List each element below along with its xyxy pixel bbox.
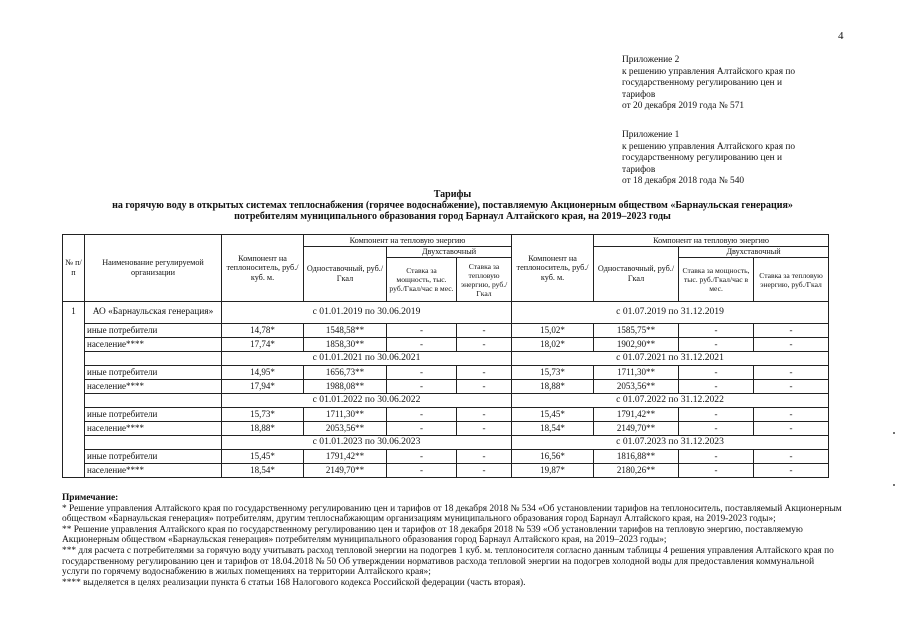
notes-section bbox=[62, 493, 842, 588]
table-row bbox=[63, 464, 829, 478]
consumer-name: иные потребители bbox=[85, 324, 222, 338]
table-row bbox=[63, 366, 829, 380]
carrier-value: 19,87* bbox=[512, 464, 594, 478]
one-part-value: 1858,30** bbox=[304, 338, 387, 352]
header-energy-left: Компонент на тепловую энергию bbox=[304, 235, 512, 247]
table-row bbox=[63, 408, 829, 422]
note-1: * Решение управления Алтайского края по государственному регулированию цен и тарифов от 18 декабря 2018 № 534 «Об установлении тарифов на теплоноситель, поставляемый Акционерным обществом «Барнаульская генерация» потребителям, другим теплоснабжающим организациям муниципального образования город Барнаул Алтайского края, на 2019-2023 годы»; bbox=[62, 503, 842, 525]
period-left: с 01.01.2022 по 30.06.2022 bbox=[222, 394, 512, 408]
capacity-value: - bbox=[679, 338, 754, 352]
tariff-table bbox=[62, 234, 829, 478]
carrier-value: 15,45* bbox=[222, 450, 304, 464]
heat-value: - bbox=[457, 422, 512, 436]
notes-title: Примечание: bbox=[62, 493, 119, 503]
one-part-value: 1548,58** bbox=[304, 324, 387, 338]
carrier-value: 15,73* bbox=[222, 408, 304, 422]
capacity-value: - bbox=[387, 408, 457, 422]
scan-dot bbox=[893, 484, 895, 486]
heat-value: - bbox=[457, 408, 512, 422]
one-part-value: 2149,70** bbox=[594, 422, 679, 436]
one-part-value: 1656,73** bbox=[304, 366, 387, 380]
table-row bbox=[63, 338, 829, 352]
capacity-value: - bbox=[387, 324, 457, 338]
header-two-part-right: Двухставочный bbox=[679, 247, 829, 258]
table-row bbox=[63, 422, 829, 436]
header-energy-right: Компонент на тепловую энергию bbox=[594, 235, 829, 247]
one-part-value: 1585,75** bbox=[594, 324, 679, 338]
carrier-value: 17,74* bbox=[222, 338, 304, 352]
carrier-value: 15,02* bbox=[512, 324, 594, 338]
period-right: с 01.07.2019 по 31.12.2019 bbox=[512, 302, 829, 324]
header-number: № п/п bbox=[63, 235, 85, 302]
scan-dot bbox=[893, 432, 895, 434]
capacity-value: - bbox=[679, 380, 754, 394]
table-row bbox=[63, 380, 829, 394]
one-part-value: 2053,56** bbox=[304, 422, 387, 436]
carrier-value: 17,94* bbox=[222, 380, 304, 394]
carrier-value: 15,73* bbox=[512, 366, 594, 380]
heat-value: - bbox=[457, 380, 512, 394]
header-carrier-right: Компонент на теплоноситель, руб./куб. м. bbox=[512, 235, 594, 302]
heat-value: - bbox=[457, 464, 512, 478]
header-organization: Наименование регулируемой организации bbox=[85, 235, 222, 302]
one-part-value: 2149,70** bbox=[304, 464, 387, 478]
heat-value: - bbox=[754, 338, 829, 352]
consumer-name: население**** bbox=[85, 422, 222, 436]
one-part-value: 1988,08** bbox=[304, 380, 387, 394]
appendix-2-line: от 20 декабря 2019 года № 571 bbox=[622, 101, 745, 112]
header-capacity-right: Ставка за мощность, тыс. руб./Гкал/час в мес. bbox=[679, 258, 754, 302]
consumer-name: иные потребители bbox=[85, 408, 222, 422]
carrier-value: 15,45* bbox=[512, 408, 594, 422]
appendix-1-block bbox=[622, 130, 795, 188]
one-part-value: 1711,30** bbox=[594, 366, 679, 380]
carrier-value: 18,54* bbox=[222, 464, 304, 478]
capacity-value: - bbox=[679, 464, 754, 478]
period-right: с 01.07.2022 по 31.12.2022 bbox=[512, 394, 829, 408]
period-left: с 01.01.2019 по 30.06.2019 bbox=[222, 302, 512, 324]
appendix-2-line: Приложение 2 bbox=[622, 55, 680, 65]
header-two-part-left: Двухставочный bbox=[387, 247, 512, 258]
appendix-2-line: государственному регулированию цен и bbox=[622, 78, 783, 89]
header-capacity-left: Ставка за мощность, тыс. руб./Гкал/час в мес. bbox=[387, 258, 457, 302]
period-left: с 01.01.2021 по 30.06.2021 bbox=[222, 352, 512, 366]
heat-value: - bbox=[754, 422, 829, 436]
one-part-value: 2053,56** bbox=[594, 380, 679, 394]
consumer-name: население**** bbox=[85, 464, 222, 478]
capacity-value: - bbox=[387, 464, 457, 478]
period-right: с 01.07.2023 по 31.12.2023 bbox=[512, 436, 829, 450]
appendix-2-line: к решению управления Алтайского края по bbox=[622, 66, 796, 77]
header-heat-left: Ставка за тепловую энергию, руб./Гкал bbox=[457, 258, 512, 302]
appendix-2-block bbox=[622, 55, 795, 113]
carrier-value: 18,88* bbox=[512, 380, 594, 394]
note-4: **** выделяется в целях реализации пункта 6 статьи 168 Налогового кодекса Российской федерации (часть вторая). bbox=[62, 577, 526, 588]
appendix-1-line: к решению управления Алтайского края по bbox=[622, 141, 796, 152]
heat-value: - bbox=[754, 324, 829, 338]
one-part-value: 1816,88** bbox=[594, 450, 679, 464]
capacity-value: - bbox=[387, 422, 457, 436]
heat-value: - bbox=[754, 380, 829, 394]
capacity-value: - bbox=[387, 338, 457, 352]
capacity-value: - bbox=[387, 366, 457, 380]
one-part-value: 1791,42** bbox=[304, 450, 387, 464]
table-row bbox=[63, 450, 829, 464]
capacity-value: - bbox=[679, 408, 754, 422]
title-line: потребителям муниципального образования город Барнаул Алтайского края, на 2019–2023 годы bbox=[234, 211, 671, 222]
document-title bbox=[0, 189, 905, 222]
one-part-value: 1902,90** bbox=[594, 338, 679, 352]
heat-value: - bbox=[754, 450, 829, 464]
appendix-1-line: от 18 декабря 2018 года № 540 bbox=[622, 176, 745, 187]
row-number: 1 bbox=[63, 302, 85, 478]
period-left: с 01.01.2023 по 30.06.2023 bbox=[222, 436, 512, 450]
capacity-value: - bbox=[387, 450, 457, 464]
capacity-value: - bbox=[679, 366, 754, 380]
one-part-value: 1711,30** bbox=[304, 408, 387, 422]
carrier-value: 18,02* bbox=[512, 338, 594, 352]
table-row bbox=[63, 324, 829, 338]
title-line: Тарифы bbox=[433, 189, 472, 200]
title-line: на горячую воду в открытых системах теплоснабжения (горячее водоснабжение), поставляемую Акционерным обществом «Барнаульская генерация» bbox=[112, 200, 793, 211]
header-one-part-left: Одноставочный, руб./Гкал bbox=[304, 247, 387, 302]
heat-value: - bbox=[754, 366, 829, 380]
header-heat-right: Ставка за тепловую энергию, руб./Гкал bbox=[754, 258, 829, 302]
capacity-value: - bbox=[679, 450, 754, 464]
carrier-value: 18,88* bbox=[222, 422, 304, 436]
appendix-2-line: тарифов bbox=[622, 89, 656, 100]
one-part-value: 1791,42** bbox=[594, 408, 679, 422]
carrier-value: 16,56* bbox=[512, 450, 594, 464]
heat-value: - bbox=[457, 338, 512, 352]
header-one-part-right: Одноставочный, руб./Гкал bbox=[594, 247, 679, 302]
heat-value: - bbox=[754, 464, 829, 478]
one-part-value: 2180,26** bbox=[594, 464, 679, 478]
header-carrier-left: Компонент на теплоноситель, руб./куб. м. bbox=[222, 235, 304, 302]
capacity-value: - bbox=[679, 324, 754, 338]
heat-value: - bbox=[457, 450, 512, 464]
organization-name: АО «Барнаульская генерация» bbox=[85, 302, 222, 324]
capacity-value: - bbox=[679, 422, 754, 436]
capacity-value: - bbox=[387, 380, 457, 394]
appendix-1-line: тарифов bbox=[622, 164, 656, 175]
note-2: ** Решение управления Алтайского края по государственному регулированию цен и тарифов от 18 декабря 2018 № 539 «Об установлении тарифов на тепловую энергию, поставляемую Акционерным обществом «Барнаульская генерация» потребителям муниципального образования город Барнаул Алтайского края, на 2019–2023 годы»; bbox=[62, 524, 803, 546]
heat-value: - bbox=[754, 408, 829, 422]
period-right: с 01.07.2021 по 31.12.2021 bbox=[512, 352, 829, 366]
appendix-1-line: Приложение 1 bbox=[622, 130, 680, 140]
carrier-value: 14,78* bbox=[222, 324, 304, 338]
heat-value: - bbox=[457, 366, 512, 380]
appendix-1-line: государственному регулированию цен и bbox=[622, 153, 783, 164]
consumer-name: иные потребители bbox=[85, 450, 222, 464]
consumer-name: население**** bbox=[85, 380, 222, 394]
carrier-value: 14,95* bbox=[222, 366, 304, 380]
consumer-name: иные потребители bbox=[85, 366, 222, 380]
note-3: *** для расчета с потребителями за горячую воду учитывать расход тепловой энергии на подогрев 1 куб. м. теплоносителя согласно данным таблицы 4 решения управления Алтайского края по государственному регулированию цен и тарифов от 18.04.2018 № 50 Об утверждении нормативов расхода тепловой энергии на подогрев холодной воды для предоставления коммунальной услуги по горячему водоснабжению в жилых помещениях на территории Алтайского края»; bbox=[62, 545, 834, 578]
page-number: 4 bbox=[838, 30, 844, 42]
carrier-value: 18,54* bbox=[512, 422, 594, 436]
heat-value: - bbox=[457, 324, 512, 338]
consumer-name: население**** bbox=[85, 338, 222, 352]
